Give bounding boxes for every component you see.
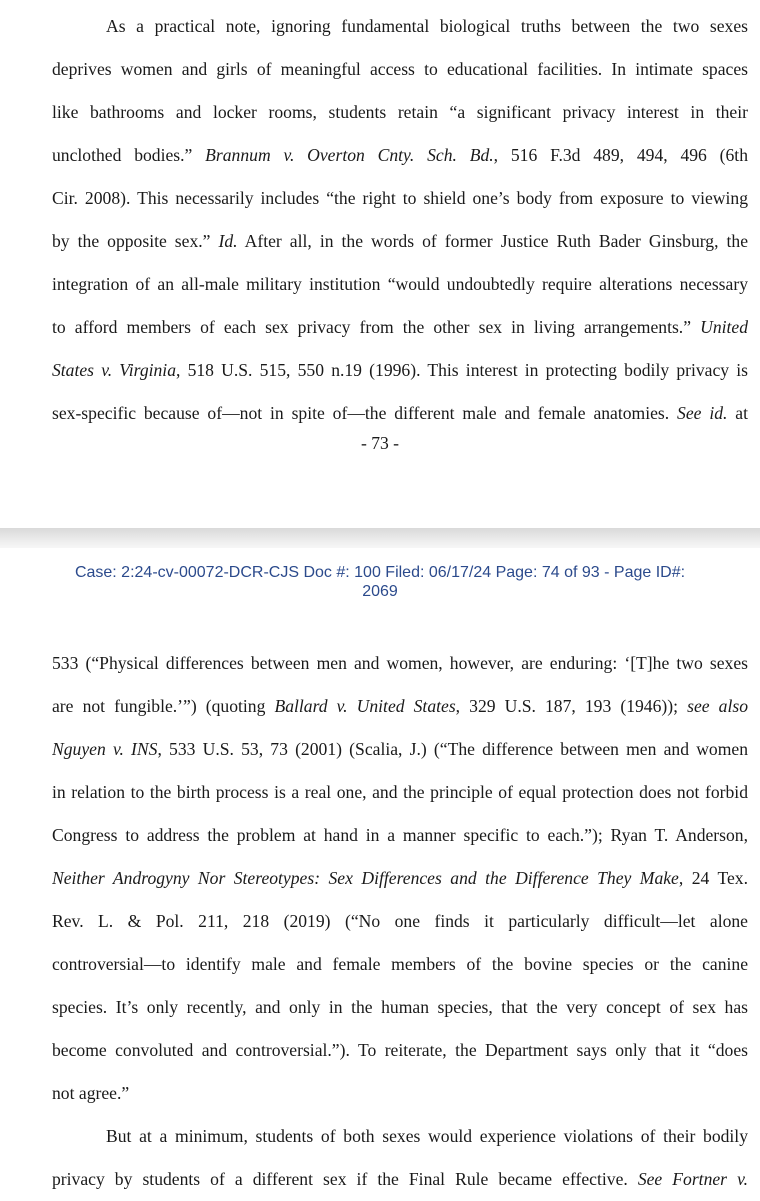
text-line: Neither Androgyny Nor Stereotypes: Sex Differences and the Difference They Make, 24 Tex.: [52, 868, 748, 888]
text-line: like bathrooms and locker rooms, students retain “a significant privacy interest in their: [52, 102, 748, 122]
page-number: - 73 -: [360, 433, 400, 453]
text-line: controversial—to identify male and female members of the bovine species or the canine: [52, 954, 748, 974]
text-line: are not fungible.’”) (quoting Ballard v. United States, 329 U.S. 187, 193 (1946)); see also: [52, 696, 748, 716]
case-citation: Nguyen v. INS: [52, 739, 158, 759]
text-line: But at a minimum, students of both sexes would experience violations of their bodily: [106, 1126, 748, 1146]
case-header-line: Case: 2:24-cv-00072-DCR-CJS Doc #: 100 Filed: 06/17/24 Page: 74 of 93 - Page ID#:: [74, 564, 686, 581]
case-citation: States v. Virginia: [52, 360, 176, 380]
upper-paragraph: [52, 5, 748, 435]
text-line: integration of an all-male military institution “would undoubtedly require alterations necessary: [52, 274, 748, 294]
text-line: deprives women and girls of meaningful access to educational facilities. In intimate spaces: [52, 59, 748, 79]
text-line: As a practical note, ignoring fundamental biological truths between the two sexes: [106, 16, 748, 36]
text-line: sex-specific because of—not in spite of—the different male and female anatomies. See id. at: [52, 403, 748, 423]
text-line: species. It’s only recently, and only in the human species, that the very concept of sex has: [52, 997, 748, 1017]
lower-paragraph: [52, 642, 748, 1201]
page-id-number: 2069: [362, 583, 398, 600]
text-line: unclothed bodies.” Brannum v. Overton Cnty. Sch. Bd., 516 F.3d 489, 494, 496 (6th: [52, 145, 748, 165]
text-line: to afford members of each sex privacy from the other sex in living arrangements.” United: [52, 317, 748, 337]
case-citation: Ballard v. United States: [274, 696, 456, 716]
text-line: Congress to address the problem at hand in a manner specific to each.”); Ryan T. Anderson,: [52, 825, 748, 845]
case-citation: Id.: [218, 231, 238, 251]
text-line: Nguyen v. INS, 533 U.S. 53, 73 (2001) (Scalia, J.) (“The difference between men and women: [52, 739, 748, 759]
text-line: Rev. L. & Pol. 211, 218 (2019) (“No one finds it particularly difficult—let alone: [52, 911, 748, 931]
case-citation: See Fortner v.: [637, 1169, 748, 1189]
case-header: [0, 563, 760, 601]
text-line: by the opposite sex.” Id. After all, in the words of former Justice Ruth Bader Ginsburg, the: [52, 231, 748, 251]
text-line: in relation to the birth process is a real one, and the principle of equal protection does not forbid: [52, 782, 748, 802]
case-citation: Brannum v. Overton Cnty. Sch. Bd.: [205, 145, 494, 165]
case-citation: See id.: [677, 403, 728, 423]
text-line: Cir. 2008). This necessarily includes “the right to shield one’s body from exposure to viewing: [52, 188, 748, 208]
text-line: become convoluted and controversial.”). To reiterate, the Department says only that it “does: [52, 1040, 748, 1060]
article-title: Neither Androgyny Nor Stereotypes: Sex Differences and the Difference They Make: [52, 868, 679, 888]
case-citation: United: [700, 317, 748, 337]
text-line: States v. Virginia, 518 U.S. 515, 550 n.19 (1996). This interest in protecting bodily privacy is: [52, 360, 748, 380]
text-line: 533 (“Physical differences between men and women, however, are enduring: ‘[T]he two sexes: [52, 653, 748, 673]
text-line: privacy by students of a different sex if the Final Rule became effective. See Fortner v.: [52, 1169, 748, 1189]
signal-phrase: see also: [687, 696, 748, 716]
page-separator: [0, 528, 760, 548]
text-line: not agree.”: [52, 1083, 130, 1103]
